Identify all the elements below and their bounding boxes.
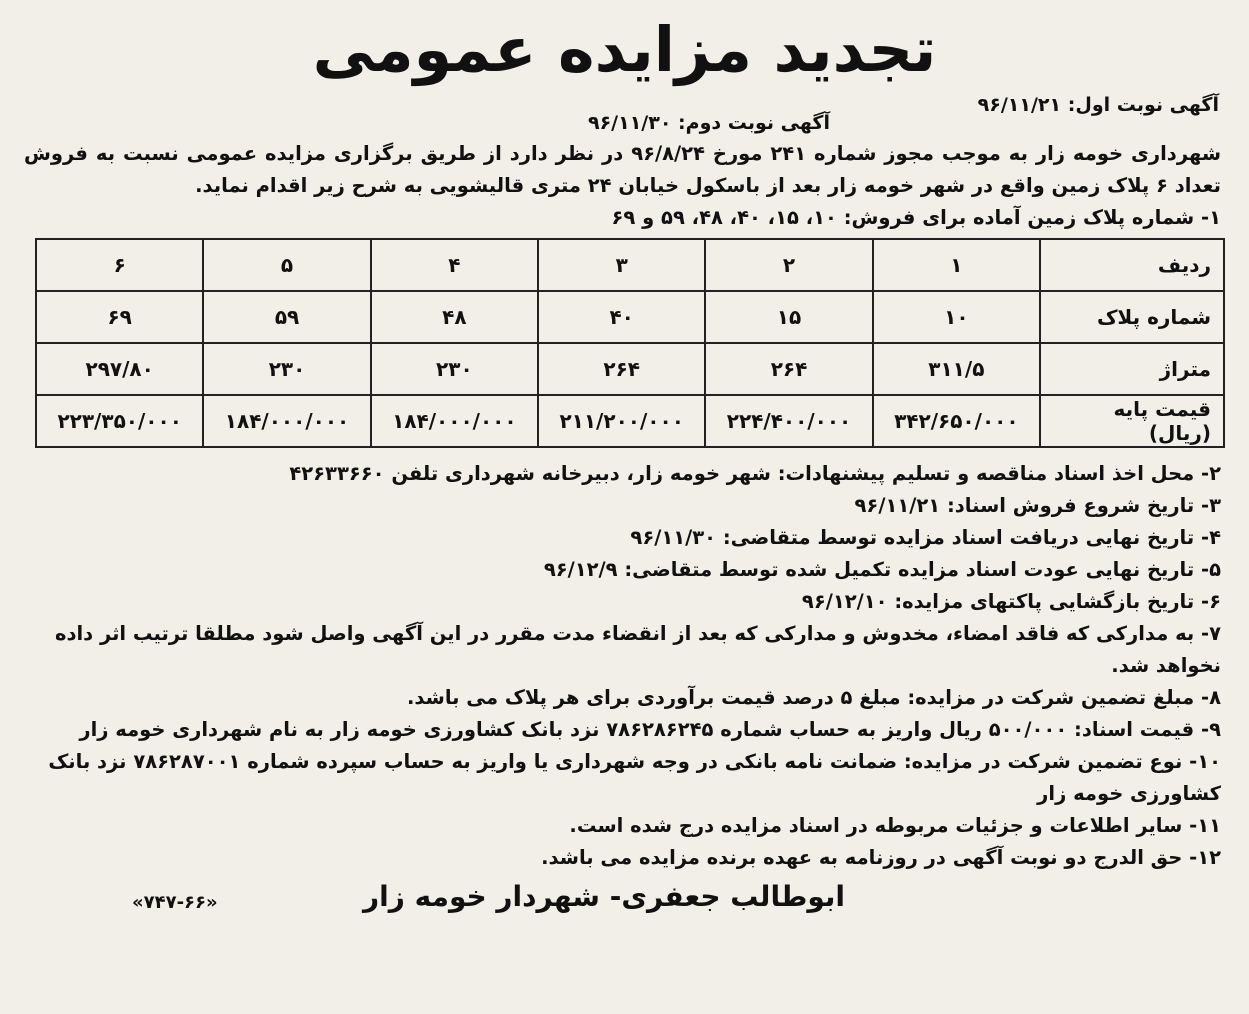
table-row <box>36 343 1224 395</box>
second-round-date: آگهی نوبت دوم: ۹۶/۱۱/۳۰ <box>587 112 830 134</box>
table-row-label: متراژ <box>1040 343 1224 395</box>
table-cell: ۴۰ <box>538 291 705 343</box>
table-row-label: قیمت پایه (ریال) <box>1040 395 1224 447</box>
table-cell: ۲۲۴/۴۰۰/۰۰۰ <box>705 395 872 447</box>
list-item: ۷- به مدارکی که فاقد امضاء، مخدوش و مدارکی که بعد از انقضاء مدت مقرر در این آگهی واصل شود مطلقا ترتیب اثر داده نخواهد شد. <box>54 622 1221 677</box>
table-cell: ۱۸۴/۰۰۰/۰۰۰ <box>203 395 370 447</box>
signature: ابوطالب جعفری- شهردار خومه زار <box>363 880 845 913</box>
table-header-cell: ۲ <box>705 239 872 291</box>
list-item: ۱۰- نوع تضمین شرکت در مزایده: ضمانت نامه بانکی در وجه شهرداری یا واریز به حساب سپرده شماره ۷۸۶۲۸۷۰۰۱ نزد بانک کشاورزی خومه زار <box>48 750 1221 805</box>
list-item: ۶- تاریخ بازگشایی پاکتهای مزایده: ۹۶/۱۲/۱۰ <box>801 590 1221 613</box>
table-cell: ۲۹۷/۸۰ <box>36 343 203 395</box>
table-header-cell: ردیف <box>1040 239 1224 291</box>
table-cell: ۵۹ <box>203 291 370 343</box>
list-item: ۲- محل اخذ اسناد مناقصه و تسلیم پیشنهادات: شهر خومه زار، دبیرخانه شهرداری تلفن ۴۲۶۳۳۶۶۰ <box>289 462 1221 485</box>
list-item: ۸- مبلغ تضمین شرکت در مزایده: مبلغ ۵ درصد قیمت برآوردی برای هر پلاک می باشد. <box>407 686 1221 709</box>
table-cell: ۲۲۳/۳۵۰/۰۰۰ <box>36 395 203 447</box>
table-header-cell: ۵ <box>203 239 370 291</box>
list-item: ۹- قیمت اسناد: ۵۰۰/۰۰۰ ریال واریز به حساب شماره ۷۸۶۲۸۶۲۴۵ نزد بانک کشاورزی خومه زار به نام شهرداری خومه زار <box>79 718 1221 741</box>
table-row <box>36 395 1224 447</box>
table-header-cell: ۴ <box>371 239 538 291</box>
table-cell: ۱۰ <box>873 291 1040 343</box>
table-cell: ۱۸۴/۰۰۰/۰۰۰ <box>371 395 538 447</box>
table-header-cell: ۶ <box>36 239 203 291</box>
table-header-cell: ۱ <box>873 239 1040 291</box>
table-cell: ۳۱۱/۵ <box>873 343 1040 395</box>
list-item: ۱۲- حق الدرج دو نوبت آگهی در روزنامه به عهده برنده مزایده می باشد. <box>541 846 1221 869</box>
table-cell: ۶۹ <box>36 291 203 343</box>
table-cell: ۲۳۰ <box>203 343 370 395</box>
list-item: ۴- تاریخ نهایی دریافت اسناد مزایده توسط متقاضی: ۹۶/۱۱/۳۰ <box>630 526 1221 549</box>
table-cell: ۳۴۲/۶۵۰/۰۰۰ <box>873 395 1040 447</box>
table-cell: ۲۶۴ <box>538 343 705 395</box>
intro-paragraph: شهرداری خومه زار به موجب مجوز شماره ۲۴۱ مورخ ۹۶/۸/۲۴ در نظر دارد از طریق برگزاری مزایده عمومی نسبت به فروش تعداد ۶ پلاک زمین واقع در شهر خومه زار بعد از باسکول خیابان ۲۴ متری قالیشویی به شرح زیر اقدام نماید. <box>24 142 1221 197</box>
list-item: ۵- تاریخ نهایی عودت اسناد مزایده تکمیل شده توسط متقاضی: ۹۶/۱۲/۹ <box>543 558 1221 581</box>
table-row <box>36 291 1224 343</box>
plot-numbers-item: ۱- شماره پلاک زمین آماده برای فروش: ۱۰، ۱۵، ۴۰، ۴۸، ۵۹ و ۶۹ <box>611 206 1221 229</box>
table-header-cell: ۳ <box>538 239 705 291</box>
table-header-row <box>36 239 1224 291</box>
first-round-date: آگهی نوبت اول: ۹۶/۱۱/۲۱ <box>977 94 1219 116</box>
plots-table <box>35 238 1225 448</box>
table-cell: ۲۳۰ <box>371 343 538 395</box>
table-cell: ۲۶۴ <box>705 343 872 395</box>
notice-code: «۷۴۷-۶۶» <box>132 892 218 913</box>
table-row-label: شماره پلاک <box>1040 291 1224 343</box>
list-item: ۱۱- سایر اطلاعات و جزئیات مربوطه در اسناد مزایده درج شده است. <box>569 814 1221 837</box>
table-cell: ۴۸ <box>371 291 538 343</box>
publication-rounds <box>24 94 1225 138</box>
notice-footer <box>24 880 1225 930</box>
table-cell: ۲۱۱/۲۰۰/۰۰۰ <box>538 395 705 447</box>
table-cell: ۱۵ <box>705 291 872 343</box>
notice-title: تجدید مزایده عمومی <box>312 13 937 86</box>
list-item: ۳- تاریخ شروع فروش اسناد: ۹۶/۱۱/۲۱ <box>854 494 1221 517</box>
